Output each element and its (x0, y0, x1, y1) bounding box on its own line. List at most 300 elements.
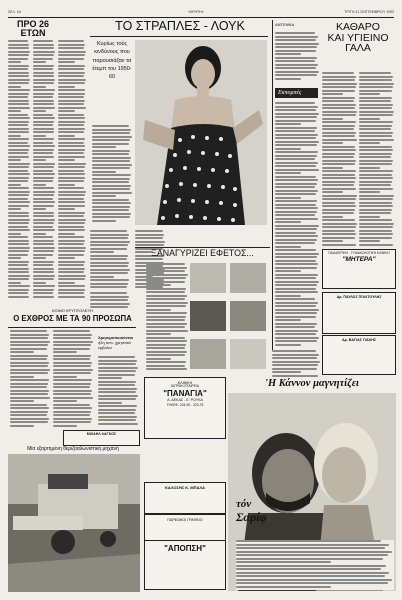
text-line (58, 187, 84, 189)
text-line (359, 72, 391, 74)
text-line (53, 404, 90, 406)
text-line (146, 333, 171, 335)
text-line (275, 270, 301, 272)
text-line (58, 156, 85, 158)
harvester-photo (8, 454, 140, 592)
text-line (58, 240, 85, 242)
crossword-title: Ο ΕΧΘΡΟΣ ΜΕ ΤΑ 90 ΠΡΟΣΩΠΑ (13, 313, 132, 323)
text-line (98, 402, 122, 404)
text-line (33, 212, 54, 214)
text-line (33, 100, 54, 102)
text-line (359, 93, 380, 95)
apopsi-name: "ΑΠΟΠΣΗ" (164, 544, 206, 553)
combine-harvester-image (8, 454, 140, 592)
text-line (90, 234, 129, 236)
milk-headline-2: ΚΑΙ ΥΓΙΕΙΝΟ (327, 31, 389, 44)
text-line (272, 371, 301, 373)
text-line (322, 181, 355, 183)
text-line (275, 151, 318, 153)
text-line (33, 198, 53, 200)
text-line (275, 186, 315, 188)
text-line (8, 61, 21, 63)
text-line (359, 191, 380, 193)
text-line (8, 110, 21, 112)
text-line (275, 239, 317, 241)
text-line (8, 177, 29, 179)
text-line (272, 368, 317, 370)
text-line (90, 286, 127, 288)
text-line (33, 233, 46, 235)
text-line (92, 125, 129, 127)
text-line (275, 102, 315, 104)
text-line (322, 114, 356, 116)
text-line (8, 65, 29, 67)
text-line (8, 131, 29, 133)
text-line (33, 247, 55, 249)
text-line (236, 579, 392, 581)
text-line (236, 572, 389, 574)
text-line (236, 575, 385, 577)
crossword-head (10, 309, 135, 327)
text-line (10, 358, 47, 360)
doctor1-ad (322, 292, 396, 334)
strip-box (98, 335, 138, 355)
text-line (322, 167, 343, 169)
text-line (53, 386, 90, 388)
text-line (8, 107, 30, 109)
text-line (33, 278, 54, 280)
text-line (322, 153, 355, 155)
tv-text-a (275, 32, 319, 82)
text-line (272, 354, 319, 356)
text-line (53, 341, 93, 343)
tv-column-label: ΑΝΤΕΝΝΑ (275, 22, 295, 27)
text-line (33, 152, 53, 154)
text-line (8, 222, 29, 224)
text-line (58, 236, 84, 238)
text-line (58, 261, 85, 263)
text-line (322, 237, 355, 239)
text-line (8, 58, 28, 60)
text-line (359, 237, 392, 239)
text-line (359, 114, 393, 116)
text-line (58, 93, 85, 95)
text-line (146, 288, 186, 290)
text-line (275, 67, 316, 69)
text-line (90, 276, 114, 278)
text-line (33, 240, 54, 242)
text-line (359, 153, 392, 155)
text-line (53, 362, 92, 364)
text-line (236, 551, 392, 553)
shows-ad (144, 514, 226, 541)
text-line (33, 236, 53, 238)
text-line (92, 178, 130, 180)
text-line (33, 135, 46, 137)
text-line (146, 323, 187, 325)
text-line (98, 405, 137, 407)
text-line (322, 125, 355, 127)
text-line (275, 71, 319, 73)
text-line (92, 174, 131, 176)
text-line (98, 416, 137, 418)
doctor1-name: Δρ. ΠΑΥΛΟΣ ΠΟΛΙΤΟΥΛΗΣ (336, 295, 382, 299)
text-line (359, 202, 392, 204)
text-line (322, 223, 357, 225)
text-line (33, 170, 53, 172)
text-line (10, 379, 49, 381)
text-line (359, 209, 392, 211)
text-line (8, 219, 30, 221)
text-line (58, 222, 85, 224)
mitera-title: ΠΑΙΔΙΑΤΡΙΚΗ - ΓΥΝΑΙΚΟΛΟΓΙΚΗ ΚΛΙΝΙΚΗ (328, 251, 390, 255)
text-line (33, 72, 54, 74)
text-line (359, 163, 392, 165)
text-line (33, 156, 54, 158)
text-line (10, 337, 48, 339)
text-line (275, 78, 301, 80)
text-line (92, 143, 129, 145)
text-line (10, 418, 49, 420)
text-line (8, 149, 29, 151)
text-line (58, 58, 84, 60)
text-line (10, 334, 49, 336)
kannon-name2: Σαρίφ (236, 510, 267, 524)
text-line (359, 86, 393, 88)
text-line (10, 376, 34, 378)
text-line (10, 362, 49, 364)
text-line (33, 289, 54, 291)
text-line (8, 96, 28, 98)
text-line (322, 205, 356, 207)
text-line (322, 149, 356, 151)
text-line (98, 370, 136, 372)
text-line (92, 185, 131, 187)
text-line (98, 367, 138, 369)
text-line (322, 160, 356, 162)
text-line (8, 163, 30, 165)
text-line (8, 275, 30, 277)
text-line (58, 201, 85, 203)
milk-headline-1: ΚΑΘΑΡΟ (336, 22, 380, 33)
text-line (359, 198, 393, 200)
text-line (275, 60, 315, 62)
text-line (322, 90, 355, 92)
text-line (58, 72, 85, 74)
text-line (322, 104, 356, 106)
text-line (58, 135, 75, 137)
tv-text-low (272, 350, 320, 380)
text-line (135, 234, 164, 236)
tv-label: Εκπομπές (275, 88, 318, 98)
text-line (322, 135, 355, 137)
text-line (8, 93, 29, 95)
panagia-sub: ΙΑΤΡΙΚΗ ΕΤΑΙΡΕΙΑ (170, 384, 200, 389)
mitera-ad (322, 249, 396, 289)
text-line (275, 228, 317, 230)
text-line (359, 132, 393, 134)
text-line (33, 159, 46, 161)
text-line (58, 173, 85, 175)
text-line (275, 148, 301, 150)
text-line (33, 149, 54, 151)
text-line (33, 264, 53, 266)
text-line (322, 216, 343, 218)
photo-caption: Μία εξαρτημένη θεριζοαλωνιστική μηχανή (27, 446, 119, 452)
text-line (58, 89, 85, 91)
text-line (275, 158, 315, 160)
text-line (359, 142, 380, 144)
text-line (58, 247, 86, 249)
text-line (33, 219, 55, 221)
text-line (275, 330, 318, 332)
text-line (58, 177, 85, 179)
text-line (8, 205, 29, 207)
text-line (275, 225, 319, 227)
text-line (53, 383, 91, 385)
text-line (322, 156, 354, 158)
text-line (33, 145, 55, 147)
text-line (33, 215, 54, 217)
text-line (146, 267, 187, 269)
text-line (275, 218, 318, 220)
text-line (98, 412, 135, 414)
text-line (359, 76, 393, 78)
text-line (33, 194, 54, 196)
text-line (10, 383, 48, 385)
kalosis-name: ΚΑΛΟΣΗΣ Κ. ΜΠΑΛΑ (164, 485, 206, 490)
text-line (146, 354, 185, 356)
text-line (53, 393, 91, 395)
text-line (53, 365, 91, 367)
portrait-photo (230, 339, 266, 369)
text-line (236, 540, 381, 542)
text-line (8, 86, 21, 88)
text-line (58, 128, 85, 130)
text-line (33, 58, 53, 60)
text-line (33, 107, 55, 109)
text-line (275, 53, 301, 55)
text-line (58, 243, 84, 245)
strip-lead: Χρησιμοποιούνται (98, 335, 133, 340)
text-line (359, 146, 392, 148)
text-line (146, 305, 186, 307)
kannon-headline: 'Η Κάννον μαγνητίζει (265, 378, 359, 389)
text-line (135, 241, 165, 243)
text-line (58, 226, 84, 228)
text-line (359, 240, 380, 242)
text-line (8, 51, 30, 53)
text-line (53, 351, 77, 353)
text-line (8, 159, 21, 161)
text-line (58, 152, 84, 154)
portrait-photo (190, 301, 226, 331)
col1-heading-box (8, 20, 58, 36)
text-line (8, 166, 29, 168)
text-line (90, 299, 128, 301)
text-line (53, 372, 91, 374)
main-standfirst: Κυρίως τούς κινδύνους που παρουσιάζαν τα έτεμπ του 1950-60 (92, 41, 132, 80)
text-line (8, 282, 21, 284)
text-line (33, 51, 55, 53)
text-line (90, 244, 128, 246)
text-line (8, 170, 28, 172)
text-line (58, 198, 84, 200)
text-line (58, 51, 86, 53)
text-line (275, 207, 318, 209)
text-line (53, 337, 91, 339)
main-text-a (92, 125, 132, 225)
text-line (58, 191, 86, 193)
text-line (8, 191, 30, 193)
text-line (92, 192, 132, 194)
text-line (275, 263, 318, 265)
text-line (146, 344, 186, 346)
text-line (8, 156, 29, 158)
text-line (8, 212, 29, 214)
text-line (58, 180, 84, 182)
text-line (275, 277, 316, 279)
text-line (322, 177, 356, 179)
text-line (33, 257, 46, 259)
text-line (146, 330, 188, 332)
text-line (146, 295, 187, 297)
text-line (10, 355, 48, 357)
text-line (275, 50, 316, 52)
text-line (275, 295, 301, 297)
panagia-kicker: ΚΛΙΝΙΚΗ (177, 381, 193, 385)
text-line (322, 118, 343, 120)
text-line (322, 97, 355, 99)
text-line (359, 177, 393, 179)
text-line (146, 368, 187, 370)
text-line (58, 44, 85, 46)
kannon-names (236, 498, 276, 538)
text-line (275, 123, 301, 125)
text-line (322, 198, 356, 200)
text-line (275, 43, 319, 45)
main-text-b (90, 230, 130, 290)
text-line (8, 285, 30, 287)
text-line (322, 111, 357, 113)
kannon-name1: τόν (236, 498, 252, 510)
text-line (58, 292, 84, 294)
text-line (275, 144, 317, 146)
text-line (359, 226, 393, 228)
text-line (10, 369, 50, 371)
text-line (146, 337, 185, 339)
text-line (8, 47, 29, 49)
text-line (33, 86, 46, 88)
text-line (33, 128, 54, 130)
text-line (58, 82, 85, 84)
text-line (322, 170, 356, 172)
text-line (10, 407, 49, 409)
text-line (58, 254, 84, 256)
text-line (58, 110, 75, 112)
text-line (33, 180, 53, 182)
text-line (359, 212, 391, 214)
text-line (90, 241, 130, 243)
text-line (322, 233, 356, 235)
text-line (272, 357, 317, 359)
text-line (58, 289, 85, 291)
text-line (10, 425, 34, 427)
text-line (322, 128, 354, 130)
text-line (33, 103, 54, 105)
text-line (33, 124, 53, 126)
text-line (359, 219, 392, 221)
text-line (322, 230, 355, 232)
panagia-owner: Α. ΔΕΚΑΣ - Ε. ΡΟΥΚΑ (167, 398, 203, 403)
text-line (58, 282, 75, 284)
text-line (33, 93, 54, 95)
text-line (8, 198, 28, 200)
text-line (58, 285, 85, 287)
text-line (33, 282, 46, 284)
text-line (90, 303, 130, 305)
text-line (92, 139, 130, 141)
text-line (33, 40, 53, 42)
text-line (236, 568, 381, 570)
text-line (275, 169, 319, 171)
text-line (146, 270, 185, 272)
text-line (10, 414, 47, 416)
text-line (146, 298, 185, 300)
text-line (322, 146, 355, 148)
text-line (8, 44, 29, 46)
text-line (8, 54, 29, 56)
text-line (236, 558, 383, 560)
text-line (10, 330, 47, 332)
text-line (33, 117, 55, 119)
text-line (359, 160, 393, 162)
text-line (8, 257, 21, 259)
text-line (92, 199, 129, 201)
text-line (58, 131, 84, 133)
text-line (58, 145, 85, 147)
text-line (359, 216, 380, 218)
text-line (10, 341, 50, 343)
text-line (359, 121, 393, 123)
text-line (58, 275, 86, 277)
text-line (359, 181, 392, 183)
text-line (92, 216, 130, 218)
text-line (33, 96, 53, 98)
text-line (146, 340, 187, 342)
text-line (8, 215, 29, 217)
text-line (359, 125, 392, 127)
text-line (33, 187, 54, 189)
text-line (8, 138, 29, 140)
text-line (33, 65, 54, 67)
text-line (33, 79, 55, 81)
text-line (275, 305, 316, 307)
text-line (58, 194, 85, 196)
text-line (275, 32, 315, 34)
text-line (53, 390, 92, 392)
text-line (8, 292, 28, 294)
text-line (275, 57, 317, 59)
tv-listings (275, 102, 319, 347)
text-line (275, 165, 316, 167)
text-line (236, 565, 386, 567)
text-line (275, 312, 317, 314)
text-line (322, 76, 356, 78)
text-line (359, 244, 393, 246)
doctor-name: ΜΙΧΑΗΛ ΛΑΓΚΟΣ (86, 432, 117, 436)
text-line (359, 111, 394, 113)
